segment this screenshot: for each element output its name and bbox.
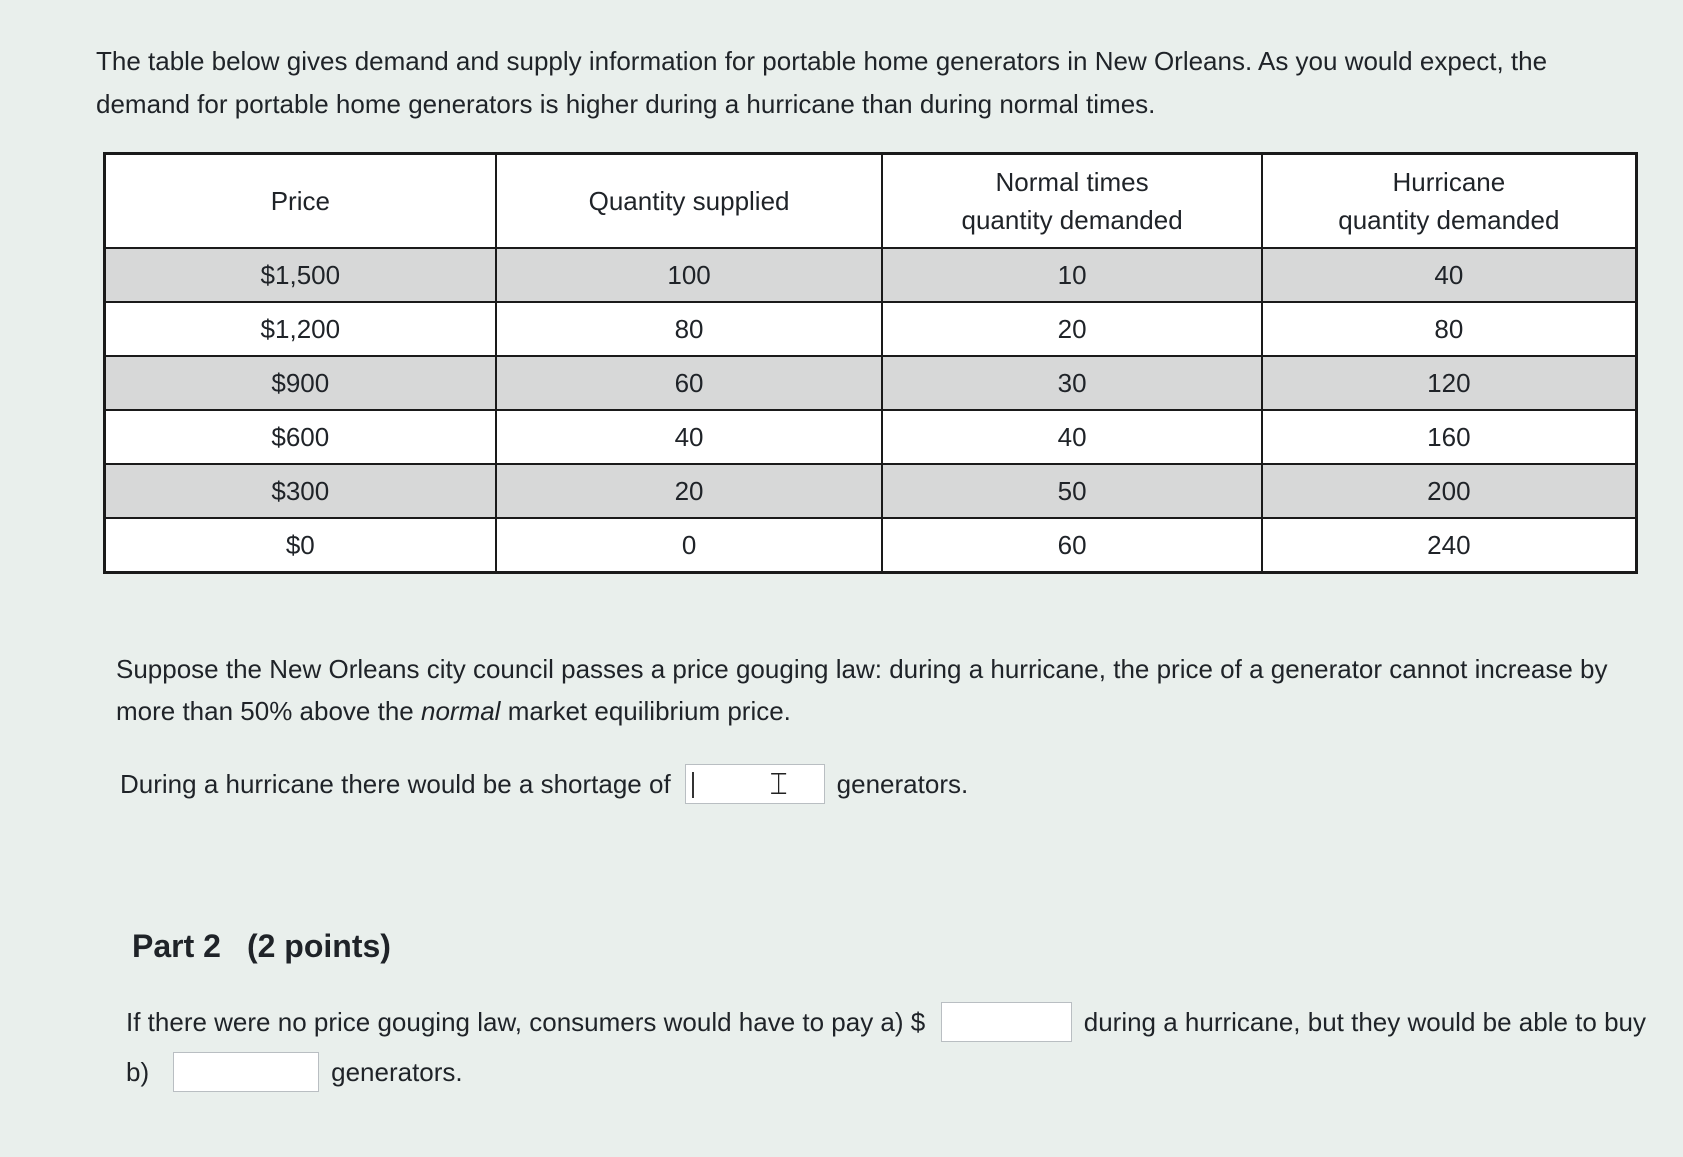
part2-prompt-a: If there were no price gouging law, consumers would have to pay a) $	[126, 1007, 926, 1037]
law-text-emphasis: normal	[420, 696, 501, 726]
header-quantity-supplied	[496, 154, 883, 249]
part2-prompt-b: b)	[126, 1057, 150, 1087]
cell-hurricane-demand: 200	[1262, 464, 1637, 518]
cell-price: $600	[105, 410, 496, 464]
cell-supplied: 60	[496, 356, 883, 410]
cell-normal-demand: 50	[882, 464, 1261, 518]
cell-hurricane-demand: 160	[1262, 410, 1637, 464]
table-row	[105, 356, 1637, 410]
cell-supplied: 80	[496, 302, 883, 356]
cell-hurricane-demand: 40	[1262, 248, 1637, 302]
part2-question	[126, 1002, 1646, 1102]
part2-title: Part 2	[132, 928, 221, 964]
cell-price: $300	[105, 464, 496, 518]
cell-price: $0	[105, 518, 496, 573]
table-row	[105, 248, 1637, 302]
cell-supplied: 0	[496, 518, 883, 573]
price-answer-input[interactable]	[941, 1002, 1072, 1042]
cell-normal-demand: 60	[882, 518, 1261, 573]
ibeam-cursor-icon: ⌶	[769, 768, 788, 801]
text-caret	[692, 772, 694, 798]
law-text-before: Suppose the New Orleans city council passes a price gouging law: during a hurricane, the price of a generator cannot increase by more than 50% above the	[116, 654, 1608, 726]
table-row	[105, 302, 1637, 356]
table-row	[105, 518, 1637, 573]
header-hurricane-line2: quantity demanded	[1338, 205, 1560, 235]
header-quantity-supplied-label: Quantity supplied	[588, 186, 790, 216]
header-price-label: Price	[270, 186, 330, 216]
part2-prompt-a-suffix: during a hurricane, but they would be able to buy	[1083, 1007, 1646, 1037]
cell-normal-demand: 40	[882, 410, 1261, 464]
shortage-answer-input[interactable]	[685, 764, 825, 804]
cell-price: $900	[105, 356, 496, 410]
cell-hurricane-demand: 240	[1262, 518, 1637, 573]
shortage-question	[120, 764, 968, 804]
table-row	[105, 410, 1637, 464]
cell-hurricane-demand: 80	[1262, 302, 1637, 356]
cell-supplied: 100	[496, 248, 883, 302]
table-header-row	[105, 154, 1637, 249]
header-normal-line1: Normal times	[995, 167, 1149, 197]
cell-price: $1,200	[105, 302, 496, 356]
part2-heading	[132, 924, 391, 968]
header-hurricane-demand	[1262, 154, 1637, 249]
cell-hurricane-demand: 120	[1262, 356, 1637, 410]
header-normal-line2: quantity demanded	[961, 205, 1183, 235]
header-normal-demand	[882, 154, 1261, 249]
cell-normal-demand: 20	[882, 302, 1261, 356]
part2-points: (2 points)	[246, 928, 391, 964]
cell-normal-demand: 30	[882, 356, 1261, 410]
cell-normal-demand: 10	[882, 248, 1261, 302]
header-price	[105, 154, 496, 249]
supply-demand-table	[103, 152, 1638, 574]
price-gouging-law-text	[116, 648, 1636, 732]
table-row	[105, 464, 1637, 518]
law-text-after: market equilibrium price.	[500, 696, 791, 726]
quantity-answer-input[interactable]	[173, 1052, 319, 1092]
cell-price: $1,500	[105, 248, 496, 302]
part2-prompt-b-suffix: generators.	[331, 1057, 463, 1087]
cell-supplied: 20	[496, 464, 883, 518]
cell-supplied: 40	[496, 410, 883, 464]
header-hurricane-line1: Hurricane	[1392, 167, 1506, 197]
intro-text: The table below gives demand and supply information for portable home generators in New Orleans. As you would expect, the demand for portable home generators is higher during a hurricane than during normal times.	[96, 46, 1548, 119]
shortage-prompt: During a hurricane there would be a shortage of	[120, 769, 671, 799]
shortage-suffix: generators.	[836, 769, 969, 799]
part2-line-1	[126, 1002, 1646, 1042]
part2-line-2	[126, 1052, 1646, 1092]
